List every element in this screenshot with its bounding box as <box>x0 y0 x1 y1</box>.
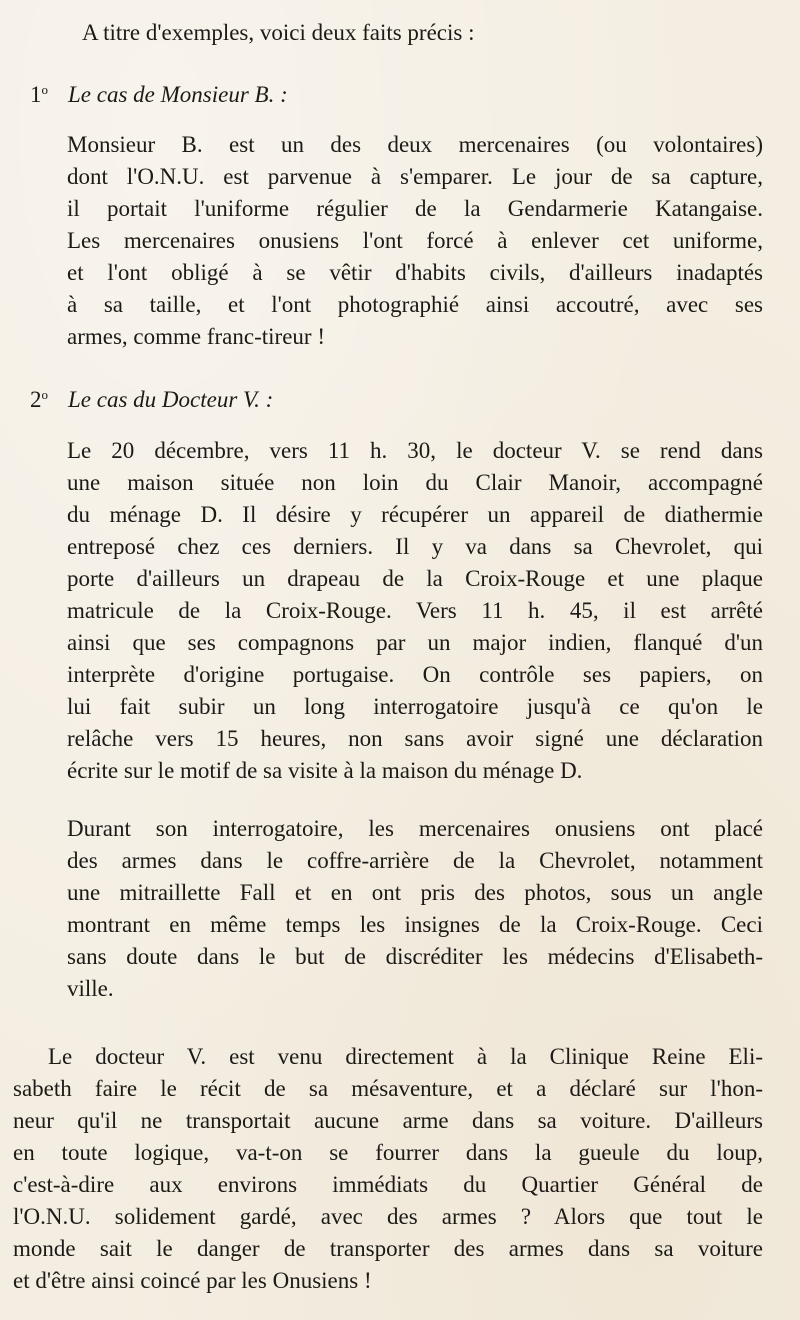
case2-number <box>30 380 68 415</box>
conclusion-line: en toute logique, va-t-on se fourrer dans la gueule du loup, <box>13 1140 763 1165</box>
case1-heading <box>30 75 288 110</box>
conclusion-line: l'O.N.U. solidement gardé, avec des armes ? Alors que tout le <box>13 1204 763 1229</box>
case1-heading-text: Le cas de Monsieur B. : <box>68 82 288 107</box>
case1-number-digit: 1 <box>30 82 42 107</box>
case1-line: et l'ont obligé à se vêtir d'habits civils, d'ailleurs inadaptés <box>67 260 763 285</box>
case1-line: Monsieur B. est un des deux mercenaires (ou volontaires) <box>67 132 763 157</box>
conclusion-line: c'est-à-dire aux environs immédiats du Quartier Général de <box>13 1172 763 1197</box>
case1-number <box>30 75 68 110</box>
case2-number-digit: 2 <box>30 387 42 412</box>
case2-p1-line: entreposé chez ces derniers. Il y va dans sa Chevrolet, qui <box>67 534 763 559</box>
conclusion-line: monde sait le danger de transporter des armes dans sa voiture <box>13 1236 763 1261</box>
case2-heading-text: Le cas du Docteur V. : <box>68 387 274 412</box>
case2-p1-line: matricule de la Croix-Rouge. Vers 11 h. 45, il est arrêté <box>67 598 763 623</box>
case2-p1-line: Le 20 décembre, vers 11 h. 30, le docteur V. se rend dans <box>67 438 763 463</box>
case1-line: armes, comme franc-tireur ! <box>67 324 325 349</box>
case1-number-suffix: o <box>41 82 48 97</box>
intro-text: A titre d'exemples, voici deux faits précis : <box>82 20 475 45</box>
conclusion-line: et d'être ainsi coincé par les Onusiens ! <box>13 1268 372 1293</box>
case1-line: à sa taille, et l'ont photographié ainsi accoutré, avec ses <box>67 292 763 317</box>
case2-p1-line: ainsi que ses compagnons par un major indien, flanqué d'un <box>67 630 763 655</box>
case2-p2-line: des armes dans le coffre-arrière de la Chevrolet, notamment <box>67 848 763 873</box>
case1-line: dont l'O.N.U. est parvenue à s'emparer. Le jour de sa capture, <box>67 164 763 189</box>
case2-p1-line: écrite sur le motif de sa visite à la maison du ménage D. <box>67 758 583 783</box>
case2-p1-line: porte d'ailleurs un drapeau de la Croix-Rouge et une plaque <box>67 566 763 591</box>
case2-p1-line: du ménage D. Il désire y récupérer un appareil de diathermie <box>67 502 763 527</box>
case2-p2-line: montrant en même temps les insignes de la Croix-Rouge. Ceci <box>67 912 763 937</box>
case2-p1-line: une maison située non loin du Clair Manoir, accompagné <box>67 470 763 495</box>
case2-heading <box>30 380 273 415</box>
conclusion-line: neur qu'il ne transportait aucune arme dans sa voiture. D'ailleurs <box>13 1108 763 1133</box>
case2-p1-line: interprète d'origine portugaise. On contrôle ses papiers, on <box>67 662 763 687</box>
case1-line: il portait l'uniforme régulier de la Gendarmerie Katangaise. <box>67 196 763 221</box>
case2-number-suffix: o <box>41 387 48 402</box>
case1-line: Les mercenaires onusiens l'ont forcé à enlever cet uniforme, <box>67 228 763 253</box>
conclusion-line: Le docteur V. est venu directement à la Clinique Reine Eli- <box>48 1044 763 1069</box>
case2-p2-line: ville. <box>67 976 114 1001</box>
conclusion-line: sabeth faire le récit de sa mésaventure, et a déclaré sur l'hon- <box>13 1076 763 1101</box>
case2-p2-line: Durant son interrogatoire, les mercenaires onusiens ont placé <box>67 816 763 841</box>
case2-p1-line: lui fait subir un long interrogatoire jusqu'à ce qu'on le <box>67 694 763 719</box>
case2-p2-line: une mitraillette Fall et en ont pris des photos, sous un angle <box>67 880 763 905</box>
case2-p1-line: relâche vers 15 heures, non sans avoir signé une déclaration <box>67 726 763 751</box>
case2-p2-line: sans doute dans le but de discréditer les médecins d'Elisabeth- <box>67 944 763 969</box>
